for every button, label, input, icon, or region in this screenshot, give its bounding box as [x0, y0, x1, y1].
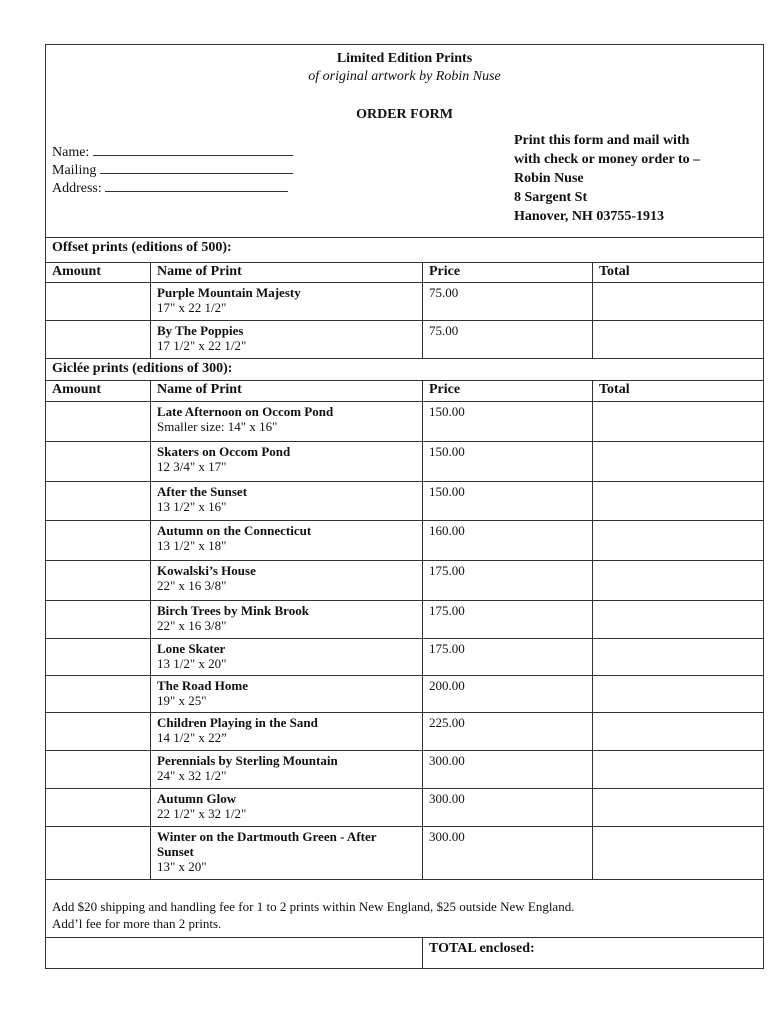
mail-line: Hanover, NH 03755-1913 — [514, 209, 664, 224]
total-cell[interactable] — [593, 751, 763, 788]
print-size: 22" x 16 3/8" — [157, 578, 227, 593]
total-enclosed-label: TOTAL enclosed: — [429, 941, 535, 956]
print-name: Autumn on the Connecticut — [157, 523, 312, 538]
price-cell: 225.00 — [423, 713, 593, 750]
print-name: Children Playing in the Sand — [157, 715, 318, 730]
total-cell[interactable] — [593, 601, 763, 638]
print-name-cell — [151, 676, 423, 712]
form-header — [46, 45, 763, 238]
total-blank — [46, 938, 423, 968]
address-label: Address: — [52, 181, 102, 196]
print-size: 17 1/2" x 22 1/2" — [157, 338, 247, 353]
price-cell: 150.00 — [423, 442, 593, 481]
mail-line: with check or money order to – — [514, 152, 701, 167]
print-row — [46, 402, 763, 442]
print-row — [46, 561, 763, 601]
amount-cell[interactable] — [46, 601, 151, 638]
print-name: Autumn Glow — [157, 791, 237, 806]
amount-header: Amount — [46, 381, 151, 401]
name-line[interactable] — [93, 143, 293, 156]
print-name: Winter on the Dartmouth Green - After Sunset — [157, 829, 377, 859]
total-cell[interactable] — [593, 482, 763, 520]
print-name-cell — [151, 521, 423, 560]
print-name-cell — [151, 639, 423, 675]
mail-to-address — [514, 131, 759, 226]
print-name: Perennials by Sterling Mountain — [157, 753, 338, 768]
price-cell: 160.00 — [423, 521, 593, 560]
giclee-section-heading: Giclée prints (editions of 300): — [46, 359, 763, 381]
amount-cell[interactable] — [46, 402, 151, 441]
price-header: Price — [423, 381, 593, 401]
print-size: 13 1/2" x 20" — [157, 656, 227, 671]
print-name-cell — [151, 321, 423, 358]
total-row — [46, 938, 763, 968]
print-size: 12 3/4" x 17" — [157, 459, 227, 474]
name-header: Name of Print — [151, 263, 423, 282]
print-size: 13 1/2" x 16" — [157, 499, 227, 514]
mailing-field[interactable] — [52, 161, 293, 179]
print-row — [46, 442, 763, 482]
price-cell: 75.00 — [423, 321, 593, 358]
form-title: Limited Edition Prints — [336, 51, 473, 66]
mail-line: Robin Nuse — [514, 171, 584, 186]
print-name-cell — [151, 827, 423, 879]
print-name: By The Poppies — [157, 323, 244, 338]
address-line[interactable] — [105, 179, 288, 192]
print-size: 13 1/2" x 18" — [157, 538, 227, 553]
print-name-cell — [151, 442, 423, 481]
price-cell: 150.00 — [423, 402, 593, 441]
print-name: Lone Skater — [157, 641, 226, 656]
total-cell[interactable] — [593, 442, 763, 481]
print-size: 22 1/2" x 32 1/2" — [157, 806, 247, 821]
mail-line: Print this form and mail with — [514, 133, 690, 148]
amount-cell[interactable] — [46, 321, 151, 358]
order-form — [45, 44, 764, 969]
print-row — [46, 321, 763, 359]
total-cell[interactable] — [593, 676, 763, 712]
total-cell[interactable] — [593, 402, 763, 441]
total-cell[interactable] — [593, 639, 763, 675]
print-name: Late Afternoon on Occom Pond — [157, 404, 334, 419]
print-name: The Road Home — [157, 678, 248, 693]
form-subtitle: of original artwork by Robin Nuse — [308, 69, 501, 84]
amount-cell[interactable] — [46, 676, 151, 712]
print-row — [46, 521, 763, 561]
shipping-note — [46, 880, 763, 938]
total-header: Total — [599, 264, 630, 279]
print-name: Birch Trees by Mink Brook — [157, 603, 309, 618]
print-name-cell — [151, 561, 423, 600]
price-cell: 150.00 — [423, 482, 593, 520]
amount-cell[interactable] — [46, 442, 151, 481]
price-cell: 175.00 — [423, 601, 593, 638]
amount-cell[interactable] — [46, 482, 151, 520]
print-size: 24" x 32 1/2" — [157, 768, 227, 783]
print-row — [46, 676, 763, 713]
total-cell[interactable] — [593, 561, 763, 600]
total-cell[interactable] — [593, 789, 763, 826]
price-cell: 175.00 — [423, 561, 593, 600]
shipping-line: Add’l fee for more than 2 prints. — [52, 916, 222, 931]
amount-cell[interactable] — [46, 521, 151, 560]
print-row — [46, 601, 763, 639]
price-cell: 200.00 — [423, 676, 593, 712]
total-cell[interactable] — [593, 321, 763, 358]
amount-cell[interactable] — [46, 283, 151, 320]
price-cell: 300.00 — [423, 751, 593, 788]
name-header: Name of Print — [151, 381, 423, 401]
print-size: 19" x 25" — [157, 693, 207, 708]
print-name: Skaters on Occom Pond — [157, 444, 291, 459]
print-size: 17" x 22 1/2" — [157, 300, 227, 315]
print-size: 22" x 16 3/8" — [157, 618, 227, 633]
amount-cell[interactable] — [46, 713, 151, 750]
price-cell: 175.00 — [423, 639, 593, 675]
print-row — [46, 827, 763, 880]
amount-cell[interactable] — [46, 639, 151, 675]
address-field[interactable] — [52, 179, 288, 197]
amount-header: Amount — [46, 263, 151, 282]
mailing-label: Mailing — [52, 163, 97, 178]
mailing-line[interactable] — [100, 161, 293, 174]
print-name-cell — [151, 713, 423, 750]
amount-cell[interactable] — [46, 751, 151, 788]
total-cell[interactable] — [593, 713, 763, 750]
print-size: Smaller size: 14" x 16" — [157, 419, 278, 434]
print-row — [46, 751, 763, 789]
total-cell[interactable] — [593, 521, 763, 560]
print-name-cell — [151, 789, 423, 826]
print-name-cell — [151, 482, 423, 520]
offset-column-header — [46, 263, 763, 283]
amount-cell[interactable] — [46, 827, 151, 879]
price-cell: 75.00 — [423, 283, 593, 320]
print-row — [46, 482, 763, 521]
print-name: Purple Mountain Majesty — [157, 285, 301, 300]
print-row — [46, 283, 763, 321]
print-row — [46, 639, 763, 676]
total-header: Total — [599, 382, 630, 397]
total-cell[interactable] — [593, 827, 763, 879]
print-row — [46, 713, 763, 751]
mail-line: 8 Sargent St — [514, 190, 588, 205]
price-cell: 300.00 — [423, 789, 593, 826]
print-name: After the Sunset — [157, 484, 248, 499]
print-name-cell — [151, 402, 423, 441]
amount-cell[interactable] — [46, 789, 151, 826]
total-cell[interactable] — [593, 283, 763, 320]
shipping-line: Add $20 shipping and handling fee for 1 to 2 prints within New England, $25 outside New England. — [52, 899, 575, 914]
price-cell: 300.00 — [423, 827, 593, 879]
print-size: 13" x 20" — [157, 859, 207, 874]
print-size: 14 1/2" x 22” — [157, 730, 227, 745]
offset-section-heading: Offset prints (editions of 500): — [46, 237, 763, 263]
name-field[interactable] — [52, 143, 293, 161]
order-form-heading: ORDER FORM — [356, 107, 453, 122]
price-header: Price — [423, 263, 593, 282]
print-name-cell — [151, 601, 423, 638]
print-row — [46, 789, 763, 827]
print-name-cell — [151, 751, 423, 788]
print-name-cell — [151, 283, 423, 320]
amount-cell[interactable] — [46, 561, 151, 600]
giclee-column-header — [46, 381, 763, 402]
print-name: Kowalski’s House — [157, 563, 256, 578]
name-label: Name: — [52, 145, 90, 160]
